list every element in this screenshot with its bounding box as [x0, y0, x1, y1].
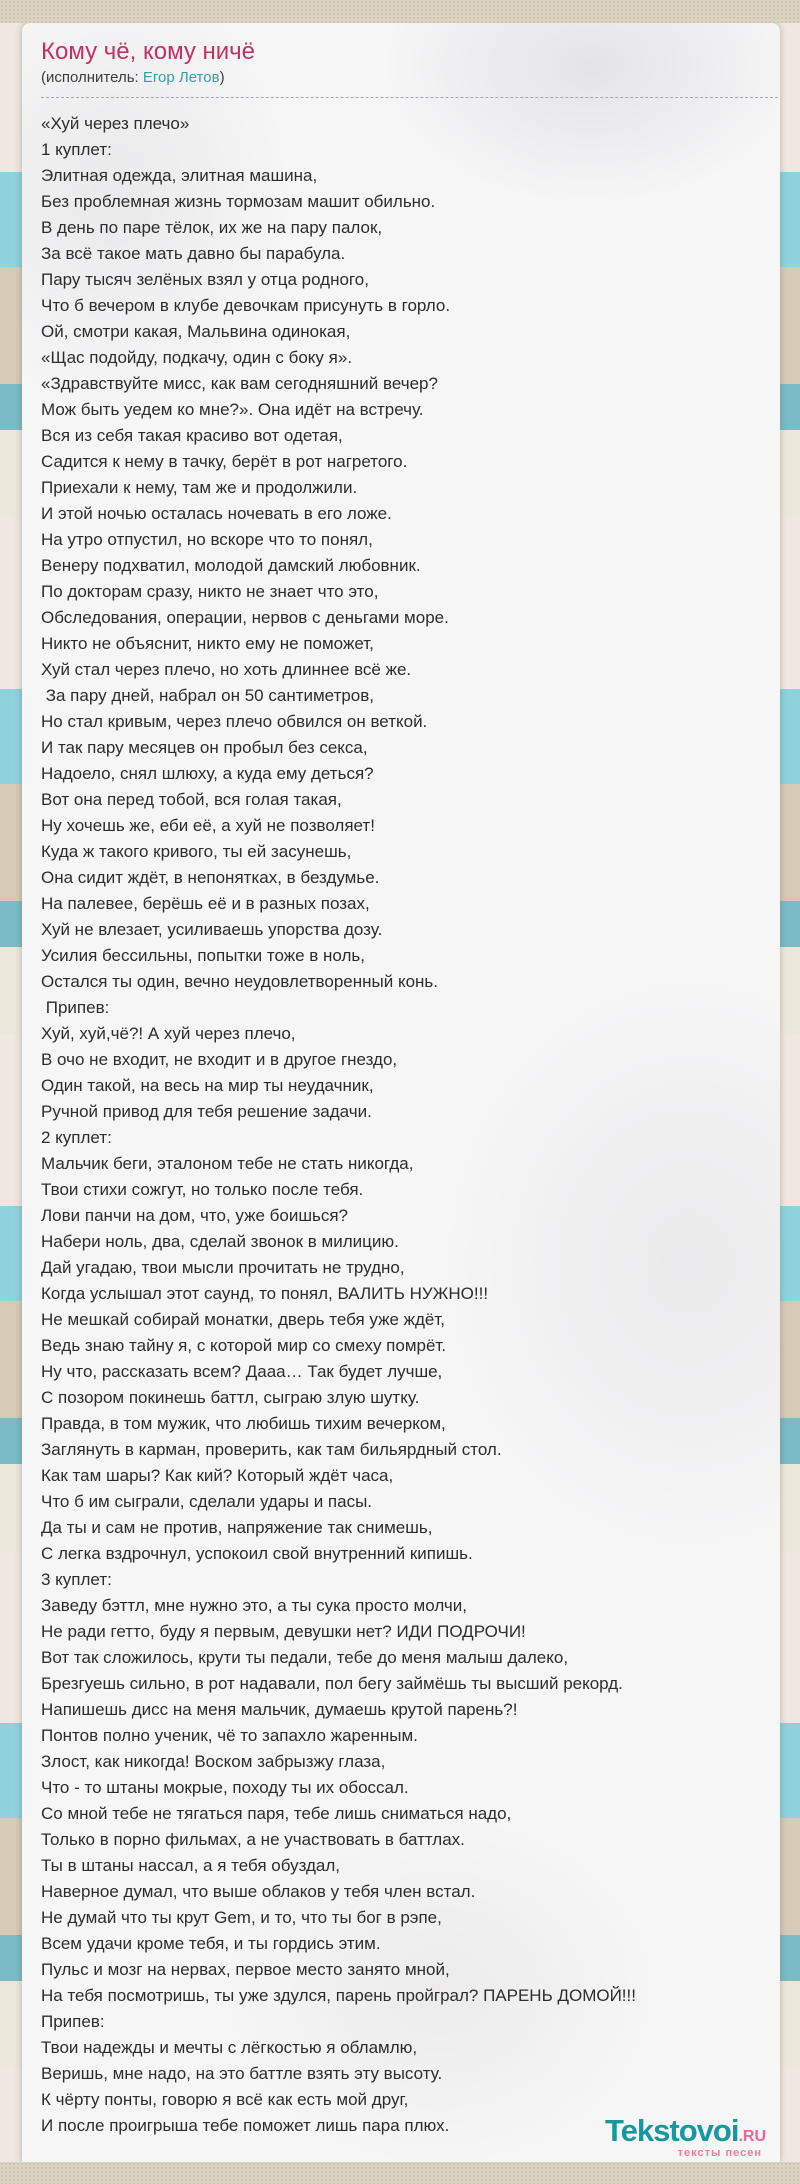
lyric-line: Хуй не влезает, усиливаешь упорства дозу.: [41, 920, 383, 939]
lyric-line: Мож быть уедем ко мне?». Она идёт на встречу.: [41, 400, 424, 419]
artist-link[interactable]: Егор Летов: [142, 69, 220, 86]
lyric-line: На утро отпустил, но вскоре что то понял,: [41, 530, 373, 549]
lyric-line: Как там шары? Как кий? Который ждёт часа,: [41, 1466, 394, 1485]
lyric-line: Не мешкай собирай монатки, дверь тебя уже ждёт,: [41, 1310, 446, 1329]
lyric-line: По докторам сразу, никто не знает что это,: [41, 582, 379, 601]
lyric-line: Заведу бэттл, мне нужно это, а ты сука просто молчи,: [41, 1596, 467, 1615]
logo-tagline: тексты песен: [677, 2147, 762, 2159]
lyric-line: Один такой, на весь на мир ты неудачник,: [41, 1076, 374, 1095]
lyric-line: Всем удачи кроме тебя, и ты гордись этим.: [41, 1934, 381, 1953]
lyric-line: В день по паре тёлок, их же на пару палок,: [41, 218, 383, 237]
lyric-line: Ты в штаны нассал, а я тебя обуздал,: [41, 1856, 341, 1875]
lyric-line: Но стал кривым, через плечо обвился он веткой.: [41, 712, 428, 731]
lyric-line: И этой ночью осталась ночевать в его ложе.: [41, 504, 392, 523]
lyric-line: Ведь знаю тайну я, с которой мир со смеху помрёт.: [41, 1336, 447, 1355]
lyric-line: На тебя посмотришь, ты уже здулся, парень пройграл? ПАРЕНЬ ДОМОЙ!!!: [41, 1986, 636, 2005]
lyric-line: Злост, как никогда! Воском забрызжу глаза,: [41, 1752, 386, 1771]
lyric-line: К чёрту понты, говорю я всё как есть мой друг,: [41, 2090, 409, 2109]
lyric-line: Когда услышал этот саунд, то понял, ВАЛИТЬ НУЖНО!!!: [41, 1284, 489, 1303]
lyric-line: Ручной привод для тебя решение задачи.: [41, 1102, 372, 1121]
lyric-line: И так пару месяцев он пробыл без секса,: [41, 738, 368, 757]
lyric-line: Что б им сыграли, сделали удары и пасы.: [41, 1492, 373, 1511]
lyric-line: Лови панчи на дом, что, уже боишься?: [41, 1206, 348, 1225]
lyric-line: Ну хочешь же, еби её, а хуй не позволяет!: [41, 816, 375, 835]
logo-tekstovoi-text: Tekstovoi: [605, 2113, 739, 2148]
lyric-line: В очо не входит, не входит и в другое гнездо,: [41, 1050, 398, 1069]
lyric-line: «Щас подойду, подкачу, один с боку я».: [41, 348, 353, 367]
lyric-line: Припев:: [41, 2012, 105, 2031]
lyric-line: Со мной тебе не тягаться паря, тебе лишь сниматься надо,: [41, 1804, 512, 1823]
artist-suffix-text: ): [219, 69, 225, 86]
lyric-line: Вся из себя такая красиво вот одетая,: [41, 426, 343, 445]
lyric-line: Куда ж такого кривого, ты ей засунешь,: [41, 842, 352, 861]
artist-line: [41, 67, 778, 98]
lyric-line: Припев:: [41, 998, 110, 1017]
lyric-line: С легка вздрочнул, успокоил свой внутренний кипишь.: [41, 1544, 473, 1563]
lyric-line: Да ты и сам не против, напряжение так снимешь,: [41, 1518, 433, 1537]
site-logo-wordmark: [605, 2115, 766, 2146]
lyric-line: Заглянуть в карман, проверить, как там бильярдный стол.: [41, 1440, 502, 1459]
lyric-line: «Здравствуйте мисс, как вам сегодняшний вечер?: [41, 374, 438, 393]
lyric-line: Набери ноль, два, сделай звонок в милицию.: [41, 1232, 399, 1251]
lyric-line: Надоело, снял шлюху, а куда ему деться?: [41, 764, 374, 783]
artist-prefix-text: (исполнитель:: [41, 69, 143, 86]
lyric-line: Вот она перед тобой, вся голая такая,: [41, 790, 342, 809]
lyric-line: За пару дней, набрал он 50 сантиметров,: [41, 686, 375, 705]
lyric-line: И после проигрыша тебе поможет лишь пара плюх.: [41, 2116, 450, 2135]
lyric-line: Не думай что ты крут Gem, и то, что ты бог в рэпе,: [41, 1908, 442, 1927]
lyric-line: С позором покинешь баттл, сыграю злую шутку.: [41, 1388, 420, 1407]
lyric-line: Хуй стал через плечо, но хоть длиннее всё же.: [41, 660, 412, 679]
bottom-border-band: [0, 2162, 800, 2184]
lyric-line: Понтов полно ученик, чё то запахло жаренным.: [41, 1726, 418, 1745]
lyric-line: Она сидит ждёт, в непонятках, в бездумье.: [41, 868, 380, 887]
lyric-line: Брезгуешь сильно, в рот надавали, пол бегу займёшь ты высший рекорд.: [41, 1674, 623, 1693]
lyric-line: Остался ты один, вечно неудовлетворенный конь.: [41, 972, 439, 991]
lyric-line: Правда, в том мужик, что любишь тихим вечерком,: [41, 1414, 446, 1433]
lyric-line: 3 куплет:: [41, 1570, 112, 1589]
lyric-line: Твои надежды и мечты с лёгкостью я обламлю,: [41, 2038, 418, 2057]
lyric-line: 2 куплет:: [41, 1128, 112, 1147]
lyric-line: Элитная одежда, элитная машина,: [41, 166, 318, 185]
lyric-line: Напишешь дисс на меня мальчик, думаешь крутой парень?!: [41, 1700, 518, 1719]
lyric-line: Не ради гетто, буду я первым, девушки нет? ИДИ ПОДРОЧИ!: [41, 1622, 526, 1641]
song-header: [22, 23, 780, 98]
lyric-line: Что - то штаны мокрые, походу ты их обоссал.: [41, 1778, 409, 1797]
lyric-line: Веришь, мне надо, на это баттле взять эту высоту.: [41, 2064, 443, 2083]
logo-ru-text: .RU: [738, 2128, 766, 2145]
site-logo[interactable]: [605, 2115, 766, 2159]
lyric-line: «Хуй через плечо»: [41, 114, 190, 133]
lyric-line: Без проблемная жизнь тормозам машит обильно.: [41, 192, 436, 211]
lyric-line: Только в порно фильмах, а не участвовать в баттлах.: [41, 1830, 465, 1849]
lyric-line: Приехали к нему, там же и продолжили.: [41, 478, 358, 497]
lyric-line: Пару тысяч зелёных взял у отца родного,: [41, 270, 369, 289]
lyric-line: На палевее, берёшь её и в разных позах,: [41, 894, 370, 913]
page-title: Кому чё, кому ничё: [41, 38, 256, 65]
lyric-line: Никто не объяснит, никто ему не поможет,: [41, 634, 374, 653]
lyric-line: За всё такое мать давно бы парабула.: [41, 244, 346, 263]
lyric-line: 1 куплет:: [41, 140, 112, 159]
lyric-line: Венеру подхватил, молодой дамский любовник.: [41, 556, 421, 575]
lyric-line: Ой, смотри какая, Мальвина одинокая,: [41, 322, 351, 341]
top-border-band: [0, 0, 800, 23]
lyric-line: Обследования, операции, нервов с деньгами море.: [41, 608, 449, 627]
lyric-line: Вот так сложилось, крути ты педали, тебе до меня малыш далеко,: [41, 1648, 569, 1667]
lyric-line: Наверное думал, что выше облаков у тебя член встал.: [41, 1882, 476, 1901]
lyric-line: Дай угадаю, твои мысли прочитать не трудно,: [41, 1258, 405, 1277]
lyric-line: Садится к нему в тачку, берёт в рот нагретого.: [41, 452, 408, 471]
lyric-line: Что б вечером в клубе девочкам присунуть в горло.: [41, 296, 451, 315]
lyric-line: Хуй, хуй,чё?! А хуй через плечо,: [41, 1024, 296, 1043]
lyric-line: Пульс и мозг на нервах, первое место занято мной,: [41, 1960, 450, 1979]
lyric-line: Твои стихи сожгут, но только после тебя.: [41, 1180, 364, 1199]
lyric-line: Усилия бессильны, попытки тоже в ноль,: [41, 946, 365, 965]
lyrics-text: [22, 98, 780, 2139]
lyric-line: Мальчик беги, эталоном тебе не стать никогда,: [41, 1154, 414, 1173]
lyric-line: Ну что, рассказать всем? Дааа… Так будет лучше,: [41, 1362, 443, 1381]
lyrics-card: [22, 23, 780, 2162]
